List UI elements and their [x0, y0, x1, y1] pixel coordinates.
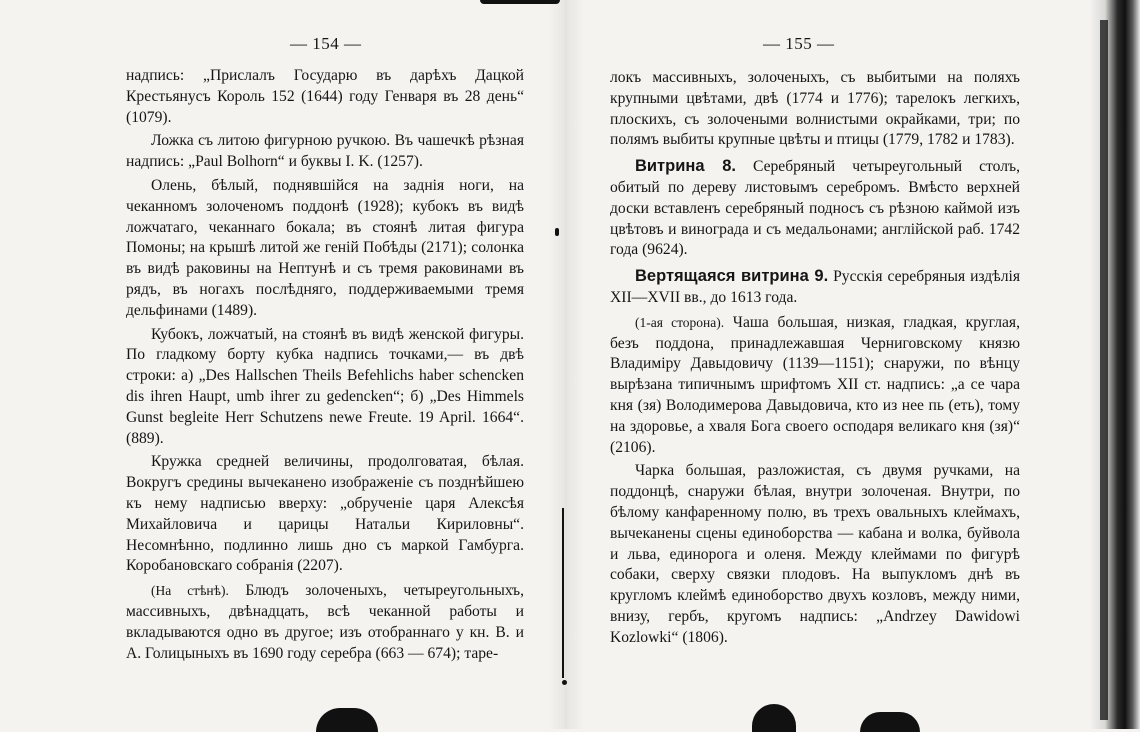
vitrina-8-text: Серебряный четыреугольный столъ, обитый по дереву листовымъ серебромъ. Вмѣсто верхней доски вставленъ серебряный подносъ съ рѣзною каймой изъ цвѣтовъ и винограда и съ медальонами; англійской раб. 1742 года (9624).: [610, 158, 1020, 259]
wall-note: (На стѣнѣ).: [151, 583, 229, 599]
vitrina-9-heading: Вертящаяся витрина 9.: [635, 267, 829, 286]
right-page-text: [610, 68, 1020, 649]
right-continuation: локъ массивныхъ, золоченыхъ, съ выбитыми на поляхъ крупными цвѣтами, двѣ (1774 и 1776); тарелокъ легкихъ, плоскихъ, съ золочеными волнистыми окрайками, три; по полямъ выбиты крупные цвѣты и птицы (1779, 1782 и 1783).: [610, 69, 1020, 149]
scan-artifact-top: [480, 0, 560, 4]
chasha-text: Чаша большая, низкая, гладкая, круглая, безъ поддона, принадлежавшая Черниговскому князю Владиміру Давыдовичу (1139—1151); снаружи, по вѣнцу вырѣзана типичнымъ шрифтомъ XII ст. надпись: „а се чара кня (зя) Володимерова Давыдовича, кто из нее пь (еть), тому на здоровье, а хваля Бога своего осподаря великаго кня (зя)“ (2106).: [610, 313, 1020, 456]
left-paragraph-3: Олень, бѣлый, поднявшійся на заднія ноги, на чеканномъ золоченомъ поддонѣ (1928); кубокъ въ видѣ ложчатаго, чеканнаго бокала; въ стоянѣ литая фигура Помоны; на крышѣ литой же геній Побѣды (2171); солонка въ видѣ раковины на Нептунѣ и съ тремя раковинами въ рядъ, въ ногахъ послѣдняго, поддерживаемыми тремя дельфинами (1489).: [126, 176, 524, 319]
right-page-number: — 155 —: [763, 34, 835, 53]
left-paragraph-5: Кружка средней величины, продолговатая, бѣлая. Вокругъ средины вычеканено изображеніе съ позднѣйшею къ нему надписью вверху: „обрученіе царя Алексѣя Михайловича и царицы Натальи Кириловны“. Несомнѣнно, подлинно лишь дно съ маркой Гамбурга. Коробановскаго собранія (2207).: [126, 453, 524, 575]
side-note: (1-ая сторона).: [635, 314, 725, 330]
vitrina-9-text: Русскія серебряныя издѣлія XII—XVII вв., до 1613 года.: [610, 268, 1020, 306]
left-paragraph-6-text: Блюдъ золоченыхъ, четыреугольныхъ, массивныхъ, двѣнадцать, всѣ чеканной работы и вкладываются одно въ другое; изъ отобраннаго у кн. В. и А. Голицыныхъ въ 1690 году серебра (663 — 674); таре-: [126, 582, 525, 662]
vitrina-8-heading: Витрина 8.: [635, 157, 736, 176]
gutter-dot: [562, 680, 567, 685]
book-edge-shadow: [1090, 0, 1140, 729]
charka-paragraph: Чарка большая, разложистая, съ двумя ручками, на поддонцѣ, снаружи бѣлая, внутри золоченая. Внутри, по бѣлому канфаренному полю, въ трехъ овальныхъ клеймахъ, вычеканены сцены единоборства — кабана и волка, буйвола и льва, единорога и оленя. Между клеймами по фигурѣ собаки, сверху связки плодовъ. На выпукломъ днѣ въ кругломъ клеймѣ единоборство двухъ козловъ, между ними, внизу, гербъ, кругомъ надпись: „Andrzey Dawidowi Kozlowki“ (1806).: [610, 462, 1020, 646]
chasha-paragraph: [610, 313, 1020, 459]
gutter-mark-upper: [555, 228, 559, 236]
vitrina-9-paragraph: [610, 266, 1020, 309]
left-paragraph-6: [126, 581, 524, 664]
left-page-text: [126, 66, 524, 664]
gutter-line: [562, 508, 564, 678]
left-paragraph-2: Ложка съ литою фигурною ручкою. Въ чашечкѣ рѣзная надпись: „Paul Bolhorn“ и буквы I. K. (1257).: [126, 132, 524, 171]
left-paragraph-4: Кубокъ, ложчатый, на стоянѣ въ видѣ женской фигуры. По гладкому борту кубка надпись точками,— въ двѣ строки: а) „Des Hallschen Theils Befehlichs haber schencken dis ihren Haupt, umb ihrer zu gedencken“; б) „Des Himmels Gunst begleite Herr Schutzens newe Freute. 19 April. 1664“. (889).: [126, 325, 524, 447]
book-edge-dark-band: [1100, 20, 1108, 720]
vitrina-8-paragraph: [610, 156, 1020, 261]
scan-artifact-bottom-right: [860, 712, 920, 732]
left-page-number: — 154 —: [290, 34, 362, 53]
left-paragraph-1: надпись: „Прислалъ Государю въ дарѣхъ Дацкой Крестьянусъ Король 152 (1644) году Генваря въ 28 день“ (1079).: [126, 67, 524, 126]
